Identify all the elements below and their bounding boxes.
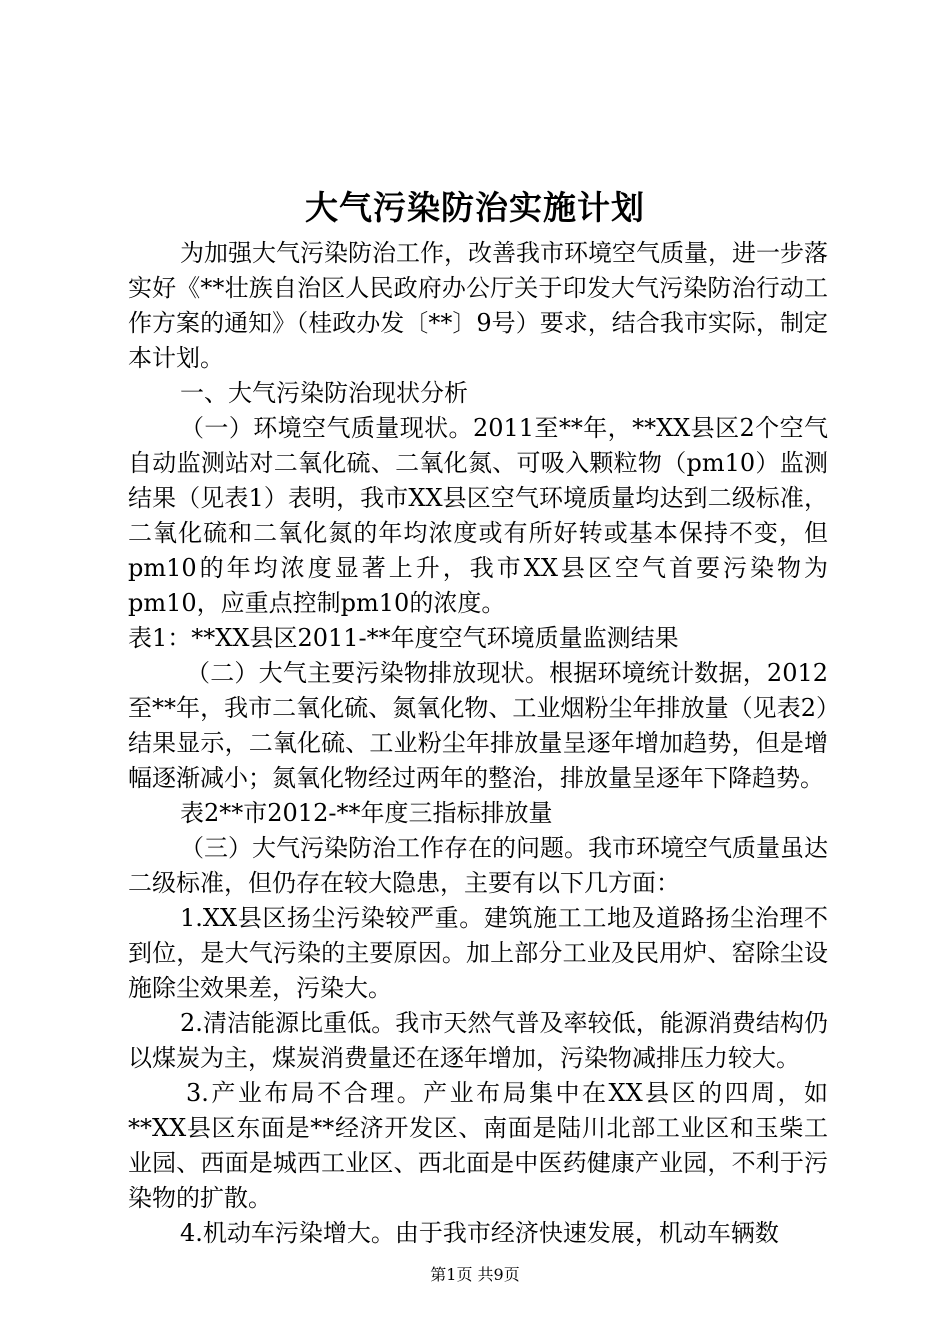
page-number-footer: 第1页 共9页 — [430, 1265, 520, 1284]
section-heading-1: 一、大气污染防治现状分析 — [180, 379, 468, 407]
table-caption-1: 表1：**XX县区2011-**年度空气环境质量监测结果 — [128, 624, 679, 652]
list-item-3: 3.产业布局不合理。产业布局集中在XX县区的四周，如**XX县区东面是**经济开发区、南面是陆川北部工业区和玉柴工业园、西面是城西工业区、西北面是中医药健康产业园，不利于污染物的扩散。 — [128, 1079, 828, 1212]
paragraph-emission-status: （二）大气主要污染物排放现状。根据环境统计数据，2012至**年，我市二氧化硫、氮氧化物、工业烟粉尘年排放量（见表2）结果显示，二氧化硫、工业粉尘年排放量呈逐年增加趋势，但是增幅逐渐减小；氮氧化物经过两年的整治，排放量呈逐年下降趋势。 — [128, 659, 828, 792]
document-body — [128, 236, 828, 1251]
list-item-1: 1.XX县区扬尘污染较严重。建筑施工工地及道路扬尘治理不到位，是大气污染的主要原因。加上部分工业及民用炉、窑除尘设施除尘效果差，污染大。 — [128, 904, 828, 1002]
paragraph-problems: （三）大气污染防治工作存在的问题。我市环境空气质量虽达二级标准，但仍存在较大隐患，主要有以下几方面： — [128, 834, 828, 897]
paragraph-air-quality-status: （一）环境空气质量现状。2011至**年，**XX县区2个空气自动监测站对二氧化硫、二氧化氮、可吸入颗粒物（pm10）监测结果（见表1）表明，我市XX县区空气环境质量均达到二级标准，二氧化硫和二氧化氮的年均浓度或有所好转或基本保持不变，但pm10的年均浓度显著上升，我市XX县区空气首要污染物为pm10，应重点控制pm10的浓度。 — [128, 414, 828, 617]
list-item-4: 4.机动车污染增大。由于我市经济快速发展，机动车辆数 — [180, 1219, 779, 1247]
list-item-2: 2.清洁能源比重低。我市天然气普及率较低，能源消费结构仍以煤炭为主，煤炭消费量还在逐年增加，污染物减排压力较大。 — [128, 1009, 828, 1072]
document-title: 大气污染防治实施计划 — [305, 188, 645, 227]
table-caption-2: 表2**市2012-**年度三指标排放量 — [180, 799, 553, 827]
paragraph-intro: 为加强大气污染防治工作，改善我市环境空气质量，进一步落实好《**壮族自治区人民政府办公厅关于印发大气污染防治行动工作方案的通知》（桂政办发〔**〕9号）要求，结合我市实际，制定本计划。 — [128, 239, 828, 372]
